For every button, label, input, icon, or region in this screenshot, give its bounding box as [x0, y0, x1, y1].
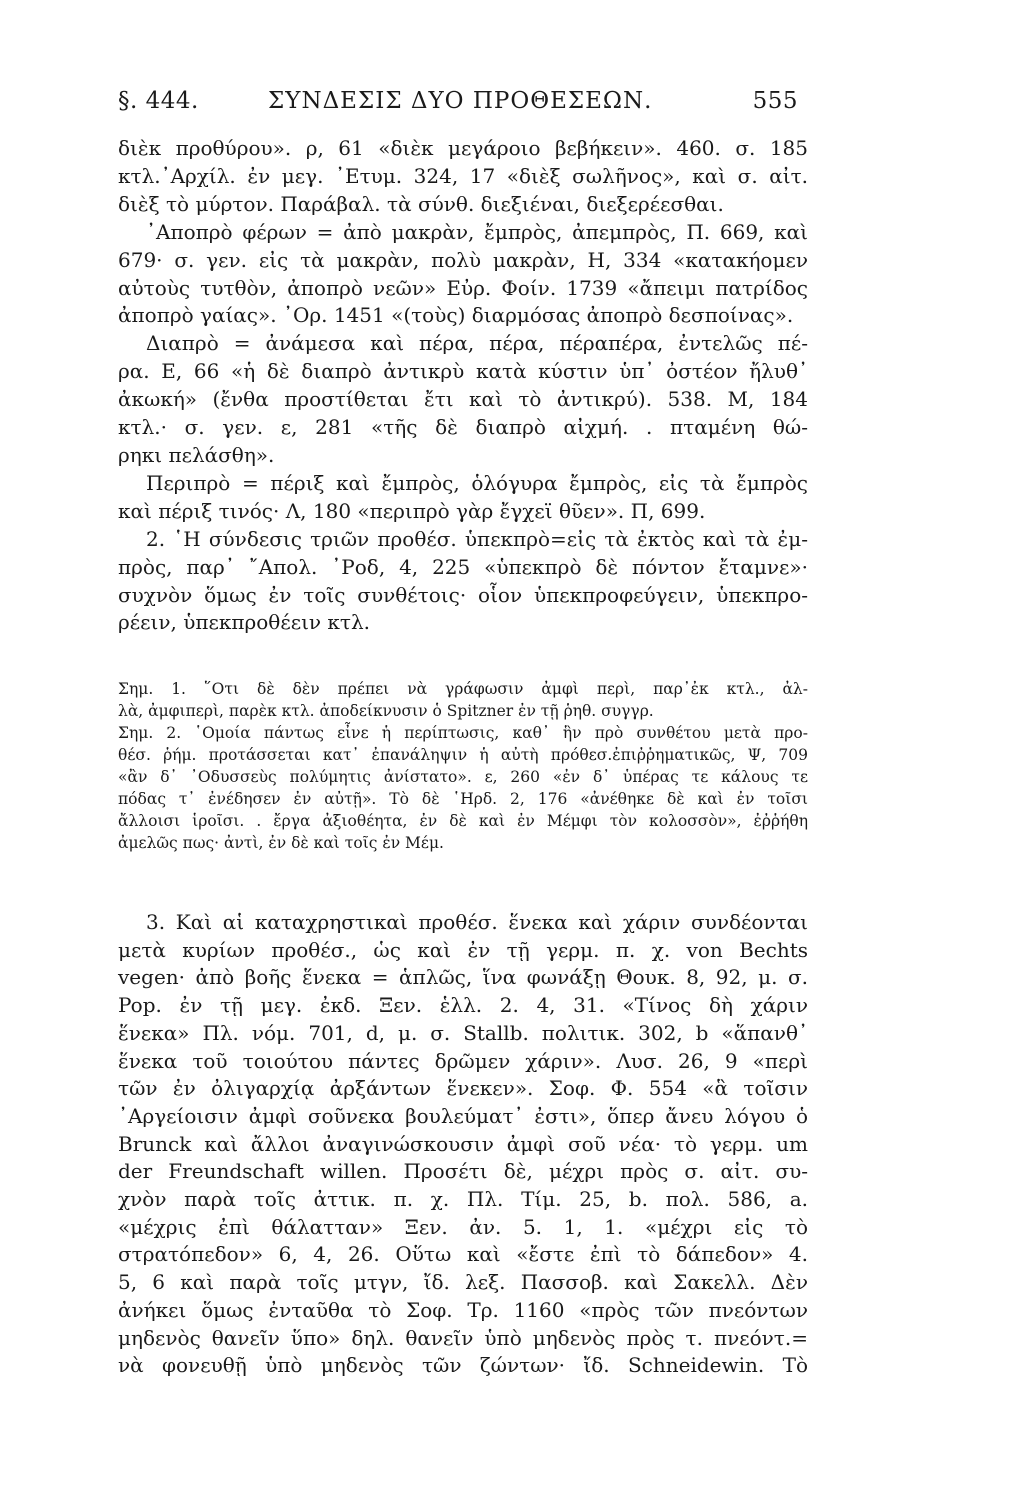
- text-line: αὐτοὺς τυτθὸν, ἀποπρὸ νεῶν» Εὐρ. Φοίν. 1739 «ἄπειμι πατρίδος: [118, 275, 808, 300]
- text-line: συχνὸν ὅμως ἐν τοῖς συνθέτοις· οἷον ὑπεκπροφεύγειν, ὑπεκπρο-: [118, 582, 808, 607]
- text-line: χνὸν παρὰ τοῖς ἀττικ. π. χ. Πλ. Τίμ. 25, b. πολ. 586, a.: [118, 1187, 808, 1212]
- text-line: ἕνεκα» Πλ. νόμ. 701, d, μ. σ. Stallb. πολιτικ. 302, b «ἅπανθ᾿: [118, 1020, 808, 1045]
- running-title: ΣΥΝΔΕΣΙΣ ΔΥΟ ΠΡΟΘΕΣΕΩΝ.: [268, 88, 653, 114]
- text-line: der Freundschaft willen. Προσέτι δὲ, μέχρι πρὸς σ. αἰτ. συ-: [118, 1159, 808, 1184]
- text-line: ἀνήκει ὅμως ἐνταῦθα τὸ Σοφ. Τρ. 1160 «πρὸς τῶν πνεόντων: [118, 1297, 808, 1322]
- note-line: ἄλλοισι ἱροῖσι. . ἔργα ἀξιοθέητα, ἐν δὲ καὶ ἐν Μέμφι τὸν κολοσσὸν», ἐῤῥήθη: [118, 812, 808, 830]
- text-line: ρέειν, ὑπεκπροθέειν κτλ.: [118, 610, 371, 635]
- text-line: κτλ.᾿Αρχίλ. ἐν μεγ. ᾿Ετυμ. 324, 17 «διὲξ σωλῆνος», καὶ σ. αἰτ.: [118, 163, 808, 188]
- note-line: Σημ. 2. ῾Ομοία πάντως εἶνε ἡ περίπτωσις, καθ᾿ ἣν πρὸ συνθέτου μετὰ προ-: [118, 724, 808, 742]
- note-line: θέσ. ῥήμ. προτάσσεται κατ᾿ ἐπανάληψιν ἡ αὐτὴ πρόθεσ.ἐπιῤῥηματικῶς, Ψ, 709: [118, 746, 808, 764]
- text-line: Brunck καὶ ἄλλοι ἀναγινώσκουσιν ἀμφὶ σοῦ νέα· τὸ γερμ. um: [118, 1131, 808, 1156]
- text-line: μηδενὸς θανεῖν ὕπο» δηλ. θανεῖν ὑπὸ μηδενὸς πρὸς τ. πνεόντ.=: [118, 1325, 808, 1350]
- text-line: vegen· ἀπὸ βοῆς ἕνεκα = ἁπλῶς, ἵνα φωνάξῃ Θουκ. 8, 92, μ. σ.: [118, 965, 808, 990]
- text-line: 5, 6 καὶ παρὰ τοῖς μτγν, ἴδ. λεξ. Πασσοβ. καὶ Σακελλ. Δὲν: [118, 1270, 808, 1295]
- note-line: ἀμελῶς πως· ἀντὶ, ἐν δὲ καὶ τοῖς ἐν Μέμ.: [118, 834, 444, 852]
- text-line: Pop. ἐν τῇ μεγ. ἐκδ. Ξεν. ἑλλ. 2. 4, 31. «Τίνος δὴ χάριν: [118, 993, 808, 1018]
- note-line: Σημ. 1. ῞Οτι δὲ δὲν πρέπει νὰ γράφωσιν ἀμφὶ περὶ, παρ᾿ἐκ κτλ., ἀλ-: [118, 680, 808, 698]
- page-number: 555: [752, 88, 798, 114]
- text-line: 679· σ. γεν. εἰς τὰ μακρὰν, πολὺ μακρὰν, Η, 334 «κατακήομεν: [118, 247, 808, 272]
- text-line: τῶν ἐν ὀλιγαρχίᾳ ἀρξάντων ἕνεκεν». Σοφ. Φ. 554 «ἃ τοῖσιν: [118, 1076, 808, 1101]
- footnotes-block: [118, 678, 808, 854]
- note-line: πόδας τ᾿ ἐνέδησεν ἐν αὐτῇ». Τὸ δὲ ῾Ηρδ. 2, 176 «ἀνέθηκε δὲ καὶ ἐν τοῖσι: [118, 790, 808, 808]
- text-line: ᾿Αργείοισιν ἀμφὶ σοῦνεκα βουλεύματ᾿ ἐστι», ὅπερ ἄνευ λόγου ὁ: [118, 1103, 808, 1128]
- text-line: καὶ πέριξ τινός· Λ, 180 «περιπρὸ γὰρ ἔγχεϊ θῦεν». Π, 699.: [118, 498, 706, 523]
- text-line: ᾿Αποπρὸ φέρων = ἀπὸ μακρὰν, ἔμπρὸς, ἀπεμπρὸς, Π. 669, καὶ: [146, 219, 808, 244]
- running-header: [118, 88, 798, 120]
- main-text-block-continued: [118, 909, 808, 1380]
- text-line: διὲκ προθύρου». ρ, 61 «διὲκ μεγάροιο βεβήκειν». 460. σ. 185: [118, 136, 808, 160]
- text-line: μετὰ κυρίων προθέσ., ὡς καὶ ἐν τῇ γερμ. π. χ. von Bechts: [118, 937, 808, 962]
- text-line: ρηκι πελάσθη».: [118, 442, 275, 467]
- text-line: 2. ῾Η σύνδεσις τριῶν προθέσ. ὑπεκπρὸ=εἰς τὰ ἐκτὸς καὶ τὰ ἐμ-: [146, 526, 808, 551]
- text-line: στρατόπεδον» 6, 4, 26. Οὕτω καὶ «ἔστε ἐπὶ τὸ δάπεδον» 4.: [118, 1242, 808, 1267]
- text-line: «μέχρις ἐπὶ θάλατταν» Ξεν. ἀν. 5. 1, 1. «μέχρι εἰς τὸ: [118, 1214, 808, 1239]
- note-line: λὰ, ἀμφιπερὶ, παρὲκ κτλ. ἀποδείκνυσιν ὁ Spitzner ἐν τῇ ῥηθ. συγγρ.: [118, 702, 654, 720]
- text-line: 3. Καὶ αἱ καταχρηστικαὶ προθέσ. ἕνεκα καὶ χάριν συνδέονται: [146, 910, 808, 934]
- text-line: ἀκωκή» (ἔνθα προστίθεται ἔτι καὶ τὸ ἀντικρύ). 538. Μ, 184: [118, 387, 808, 412]
- note-line: «ἂν δ᾿ ᾿Οδυσσεὺς πολύμητις ἀνίστατο». ε, 260 «ἐν δ᾿ ὑπέρας τε κάλους τε: [118, 768, 808, 786]
- text-line: ἀποπρὸ γαίας». ᾿Ορ. 1451 «(τοὺς) διαρμόσας ἀποπρὸ δεσποίνας».: [118, 303, 794, 328]
- text-line: κτλ.· σ. γεν. ε, 281 «τῆς δὲ διαπρὸ αἰχμή. . πταμένη θώ-: [118, 415, 808, 440]
- text-line: ρα. Ε, 66 «ἡ δὲ διαπρὸ ἀντικρὺ κατὰ κύστιν ὑπ᾿ ὀστέον ἤλυθ᾿: [118, 359, 808, 384]
- text-line: Περιπρὸ = πέριξ καὶ ἔμπρὸς, ὁλόγυρα ἔμπρὸς, εἰς τὰ ἔμπρὸς: [146, 470, 808, 495]
- text-line: διὲξ τὸ μύρτον. Παράβαλ. τὰ σύνθ. διεξιέναι, διεξερέεσθαι.: [118, 191, 724, 216]
- text-line: πρὸς, παρ᾿ ῎Απολ. ᾿Ροδ, 4, 225 «ὑπεκπρὸ δὲ πόντον ἔταμνε»·: [118, 554, 808, 579]
- text-line: Διαπρὸ = ἀνάμεσα καὶ πέρα, πέρα, πέραπέρα, ἐντελῶς πέ-: [146, 331, 808, 356]
- main-text-block: [118, 135, 808, 637]
- text-line: νὰ φονευθῇ ὑπὸ μηδενὸς τῶν ζώντων· ἴδ. Schneidewin. Τὸ: [118, 1353, 808, 1378]
- section-number: §. 444.: [118, 88, 199, 114]
- text-line: ἕνεκα τοῦ τοιούτου πάντες δρῶμεν χάριν». Λυσ. 26, 9 «περὶ: [118, 1048, 808, 1073]
